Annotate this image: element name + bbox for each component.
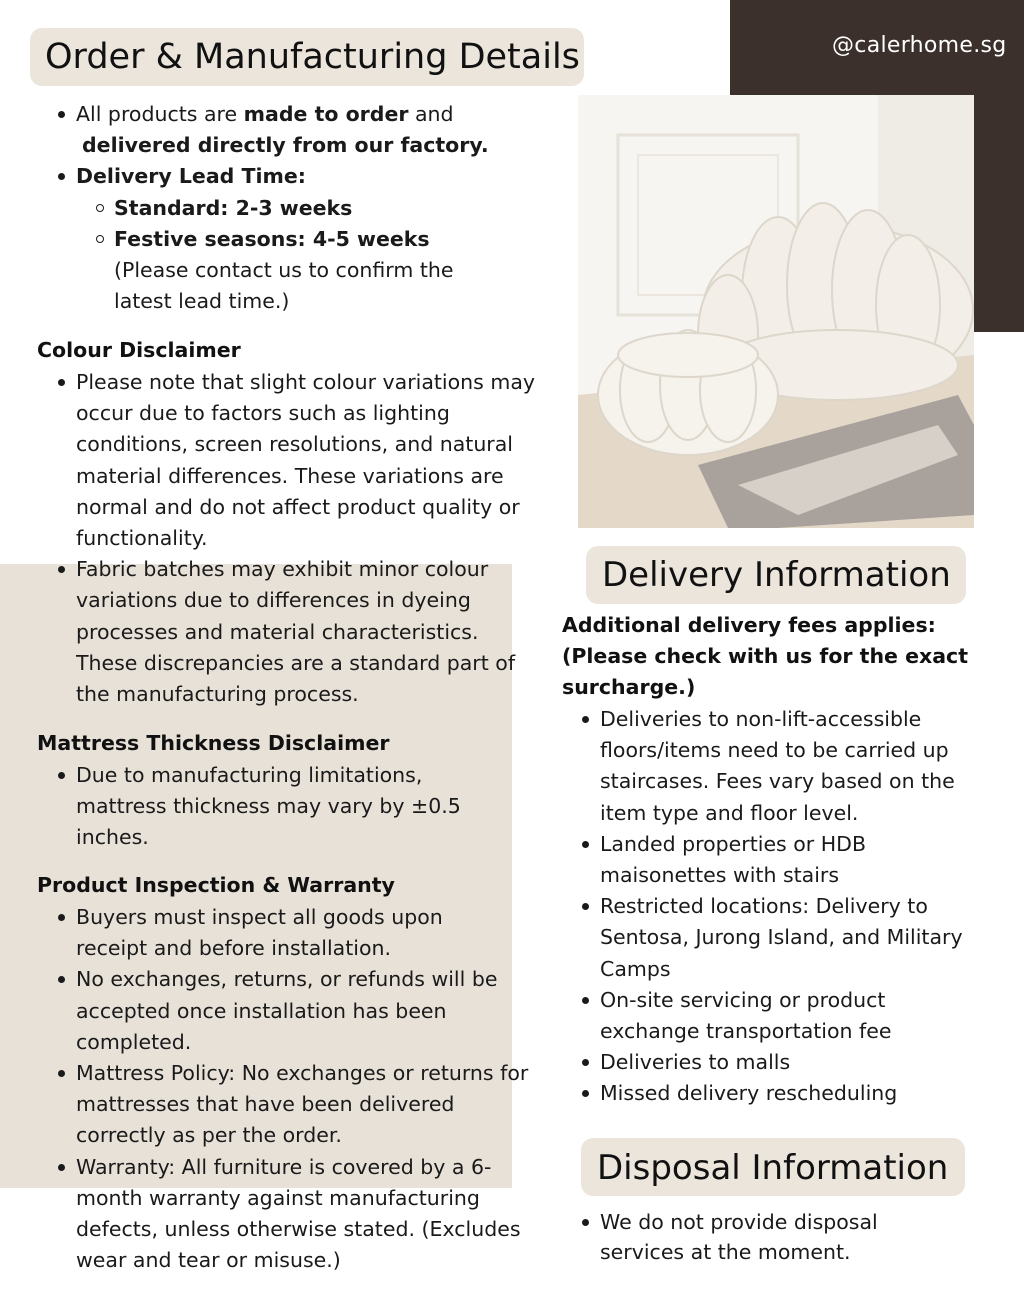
list-item: On-site servicing or product exchange transportation fee [562,985,940,1047]
list-item: Deliveries to malls [562,1047,1002,1078]
delivery-section [562,704,1002,1110]
list-item: Mattress Policy: No exchanges or returns for mattresses that have been delivered correctly as per the order. [38,1058,546,1152]
colour-heading: Colour Disclaimer [37,338,241,362]
social-handle: @calerhome.sg [832,33,1007,58]
list-item: Landed properties or HDB maisonettes with stairs [562,829,920,891]
list-item: Due to manufacturing limitations, mattress thickness may vary by ±0.5 inches. [38,760,508,854]
armchair-ottoman-image [578,95,974,528]
list-item: Restricted locations: Delivery to Sentosa, Jurong Island, and Military Camps [562,891,980,985]
list-item: Fabric batches may exhibit minor colour variations due to differences in dyeing processes and material characteristics. These discrepancies are a standard part of the manufacturing process. [38,554,540,710]
list-item: No exchanges, returns, or refunds will be accepted once installation has been completed. [38,964,546,1058]
disposal-title: Disposal Information [581,1138,965,1196]
list-item: We do not provide disposal services at the moment. [562,1207,930,1267]
list-item: All products are made to order and delivered directly from our factory. [38,99,578,161]
delivery-note: Additional delivery fees applies: (Please check with us for the exact surcharge.) [562,613,968,699]
list-item: Warranty: All furniture is covered by a 6-month warranty against manufacturing defects, unless otherwise stated. (Excludes wear and tear or misuse.) [38,1152,556,1277]
sub-list-item: Standard: 2-3 weeks [38,193,578,224]
mattress-section [38,760,508,854]
list-item: Deliveries to non-lift-accessible floors/items need to be carried up staircases. Fees vary based on the item type and floor level. [562,704,1002,829]
list-item: Please note that slight colour variations may occur due to factors such as lighting conditions, screen resolutions, and natural material differences. These variations are normal and do not affect product quality or functionality. [38,367,558,554]
order-section [38,99,578,317]
disposal-section [562,1207,962,1267]
page-title: Order & Manufacturing Details [30,28,584,86]
colour-section [38,367,558,710]
warranty-heading: Product Inspection & Warranty [37,873,395,897]
mattress-heading: Mattress Thickness Disclaimer [37,731,390,755]
list-item: Missed delivery rescheduling [562,1078,1002,1109]
list-item: Delivery Lead Time: [38,161,578,192]
delivery-title: Delivery Information [586,546,966,604]
product-photo [578,95,974,528]
list-item: Buyers must inspect all goods upon receipt and before installation. [38,902,486,964]
warranty-section [38,902,558,1276]
sub-list-item: Festive seasons: 4-5 weeks (Please contact us to confirm the latest lead time.) [38,224,494,318]
